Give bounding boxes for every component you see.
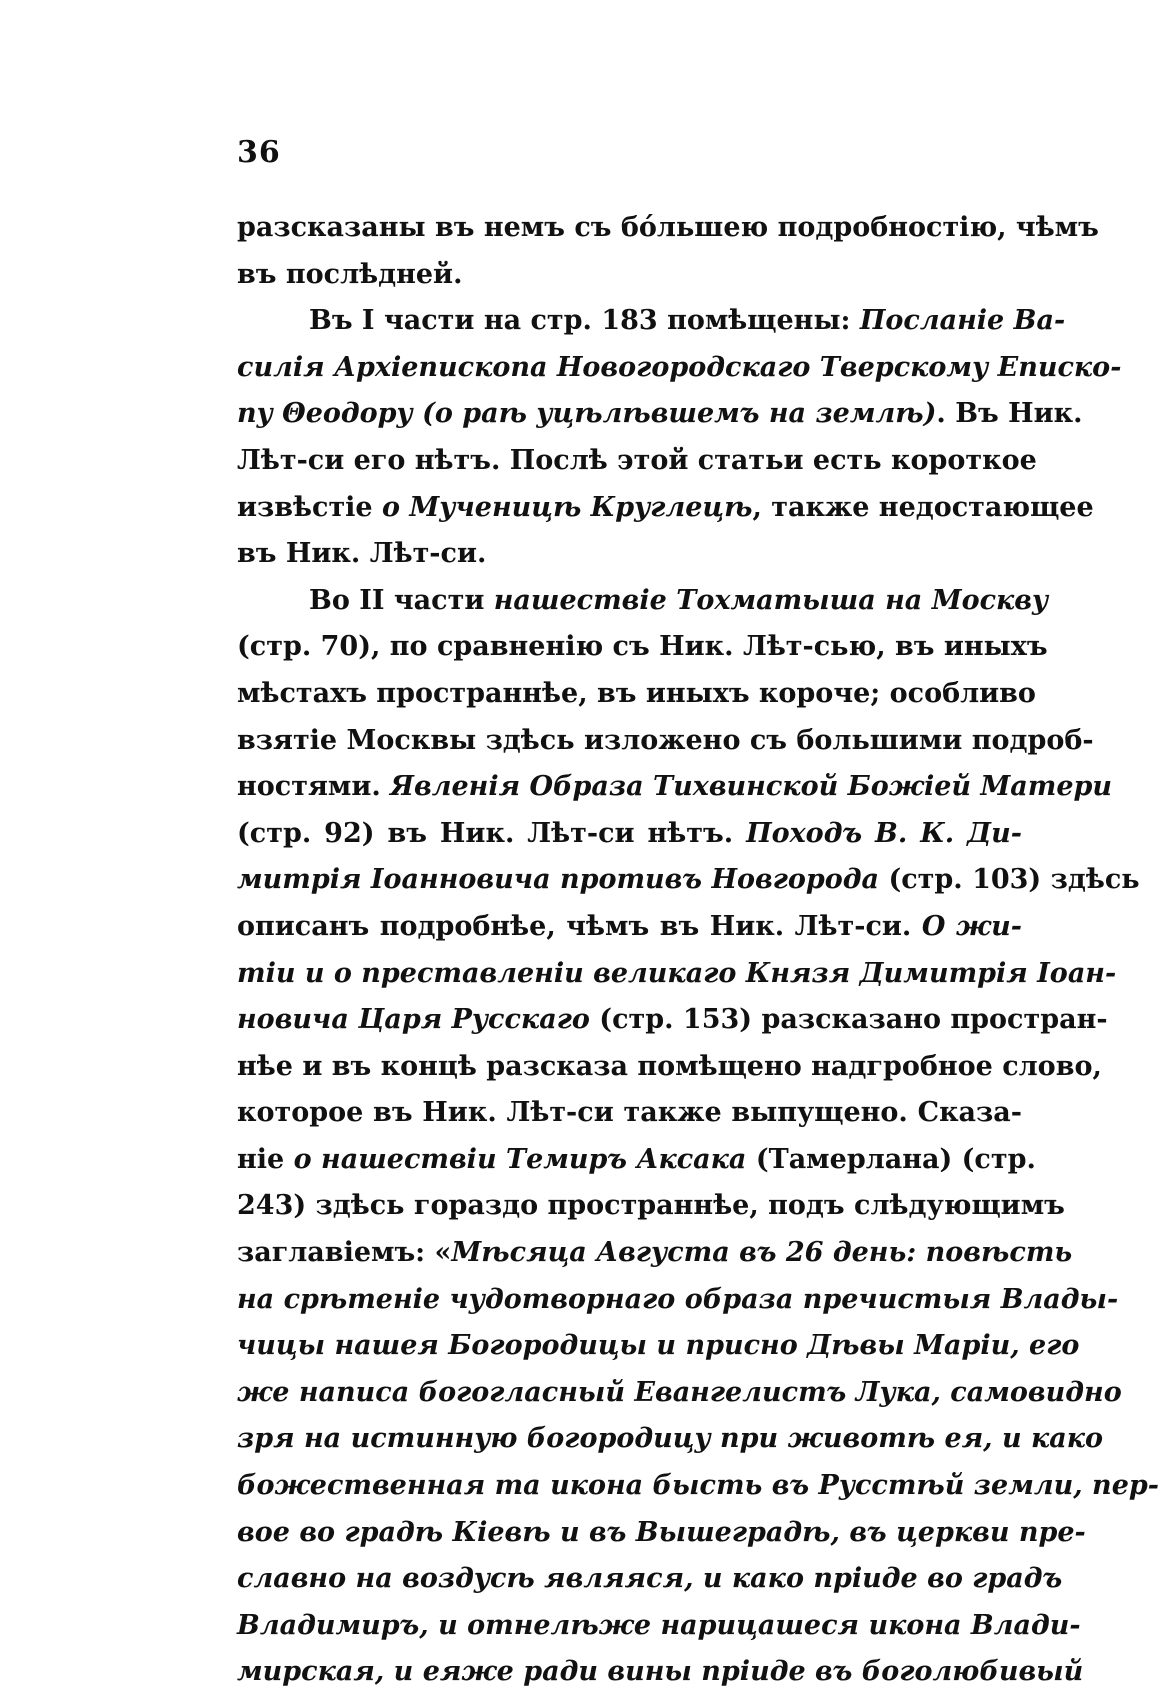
text-line: божественная та икона бысть въ Русстѣй земли, пер-: [237, 1470, 1159, 1502]
text-line: нѣе и въ концѣ разсказа помѣщено надгробное слово,: [237, 1050, 1102, 1082]
text-line: зря на истинную богородицу при животѣ ея, и како: [237, 1423, 1104, 1455]
text-line: которое въ Ник. Лѣт-си также выпущено. Сказа-: [237, 1097, 1022, 1129]
text-line: силія Архіепископа Новогородскаго Тверскому Еписко-: [237, 351, 1122, 383]
page-number: 36: [237, 135, 281, 170]
text-line: взятіе Москвы здѣсь изложено съ большими подроб-: [237, 724, 1094, 756]
text-line: славно на воздусѣ являяся, и како пріиде во градъ: [237, 1563, 1063, 1595]
body-text: [237, 205, 1159, 1696]
text-line: мѣстахъ пространнѣе, въ иныхъ короче; особливо: [237, 677, 1036, 709]
text-line: Владимиръ, и отнелѣже нарицашеся икона Влади-: [237, 1609, 1081, 1641]
text-line: вое во градѣ Кіевѣ и въ Вышеградѣ, въ церкви пре-: [237, 1516, 1086, 1548]
text-line: новича Царя Русскаго (стр. 153) разсказано простран-: [237, 1004, 1108, 1036]
text-line: (стр. 92) въ Ник. Лѣт-си нѣтъ. Походъ В. К. Ди-: [237, 817, 1022, 849]
text-line: Въ I части на стр. 183 помѣщены: Посланіе Ва-: [309, 305, 1066, 337]
text-line: чицы нашея Богородицы и присно Дѣвы Маріи, его: [237, 1330, 1080, 1362]
text-line: (стр. 70), по сравненію съ Ник. Лѣт-сью, въ иныхъ: [237, 631, 1048, 663]
text-line: на срѣтеніе чудотворнаго образа пречистыя Влады-: [237, 1283, 1119, 1315]
text-line: тіи и о преставленіи великаго Князя Димитрія Іоан-: [237, 957, 1117, 989]
text-line: извѣстіе о Мученицѣ Круглецѣ, также недостающее: [237, 491, 1094, 523]
text-line: въ послѣдней.: [237, 258, 463, 290]
text-line: заглавіемъ: «Мѣсяца Августа въ 26 день: повѣсть: [237, 1237, 1073, 1269]
text-line: ніе о нашествіи Темиръ Аксака (Тамерлана) (стр.: [237, 1143, 1036, 1175]
text-line: же написа богогласный Евангелистъ Лука, самовидно: [237, 1376, 1122, 1408]
text-line: въ Ник. Лѣт-си.: [237, 538, 487, 570]
text-line: мирская, и еяже ради вины пріиде въ боголюбивый: [237, 1656, 1084, 1688]
text-line: Во II части нашествіе Тохматыша на Москву: [309, 584, 1049, 616]
text-line: 243) здѣсь гораздо пространнѣе, подъ слѣдующимъ: [237, 1190, 1065, 1222]
text-line: описанъ подробнѣе, чѣмъ въ Ник. Лѣт-си. О жи-: [237, 910, 1022, 942]
text-line: Лѣт-си его нѣтъ. Послѣ этой статьи есть короткое: [237, 444, 1037, 476]
text-line: ностями. Явленія Образа Тихвинской Божіей Матери: [237, 771, 1113, 803]
text-line: митрія Іоанновича противъ Новгорода (стр. 103) здѣсь: [237, 864, 1140, 896]
text-line: пу Θеодору (о раѣ уцѣлѣвшемъ на землѣ). Въ Ник.: [237, 398, 1083, 430]
text-line: разсказаны въ немъ съ бо́льшею подробностію, чѣмъ: [237, 212, 1099, 243]
